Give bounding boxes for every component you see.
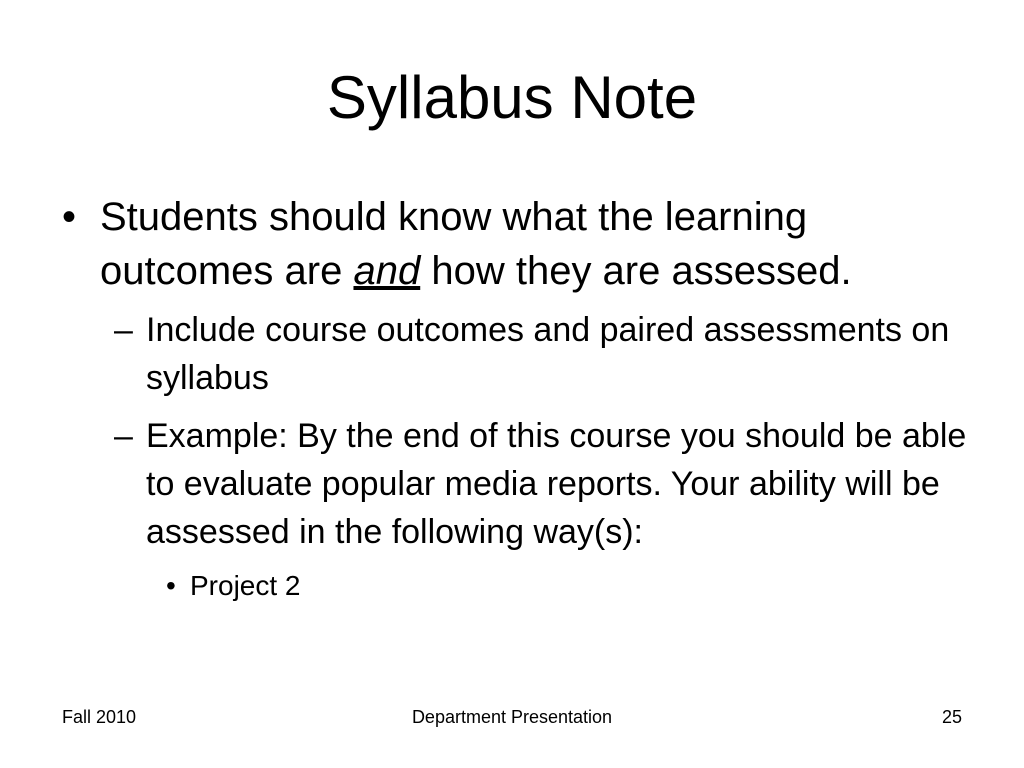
bullet-text-after: how they are assessed.: [431, 249, 852, 293]
slide-content: [62, 190, 982, 606]
dash-marker: –: [114, 311, 133, 349]
bullet-text: Students should know what the learning outcomes are: [100, 195, 808, 293]
bullet-marker: •: [62, 195, 77, 239]
sub-bullet-text: Include course outcomes and paired assessments on syllabus: [146, 311, 950, 397]
sub-sub-bullet-item: [62, 566, 982, 606]
dash-marker: –: [114, 417, 133, 455]
footer-title: Department Presentation: [411, 707, 613, 727]
sub-bullet-item: [62, 306, 982, 402]
sub-sub-bullet-text: Project 2: [190, 570, 301, 601]
sub-bullet-item: [62, 412, 982, 556]
bullet-marker: •: [166, 570, 176, 601]
sub-bullet-text: Example: By the end of this course you should be able to evaluate popular media reports. Your ability will be assessed in the following way(s):: [146, 417, 967, 551]
slide-title: Syllabus Note: [326, 64, 698, 131]
slide-number: 25: [941, 707, 962, 727]
footer-date: Fall 2010: [62, 707, 137, 727]
bullet-emphasis: and: [353, 249, 421, 293]
bullet-item: [62, 190, 982, 298]
